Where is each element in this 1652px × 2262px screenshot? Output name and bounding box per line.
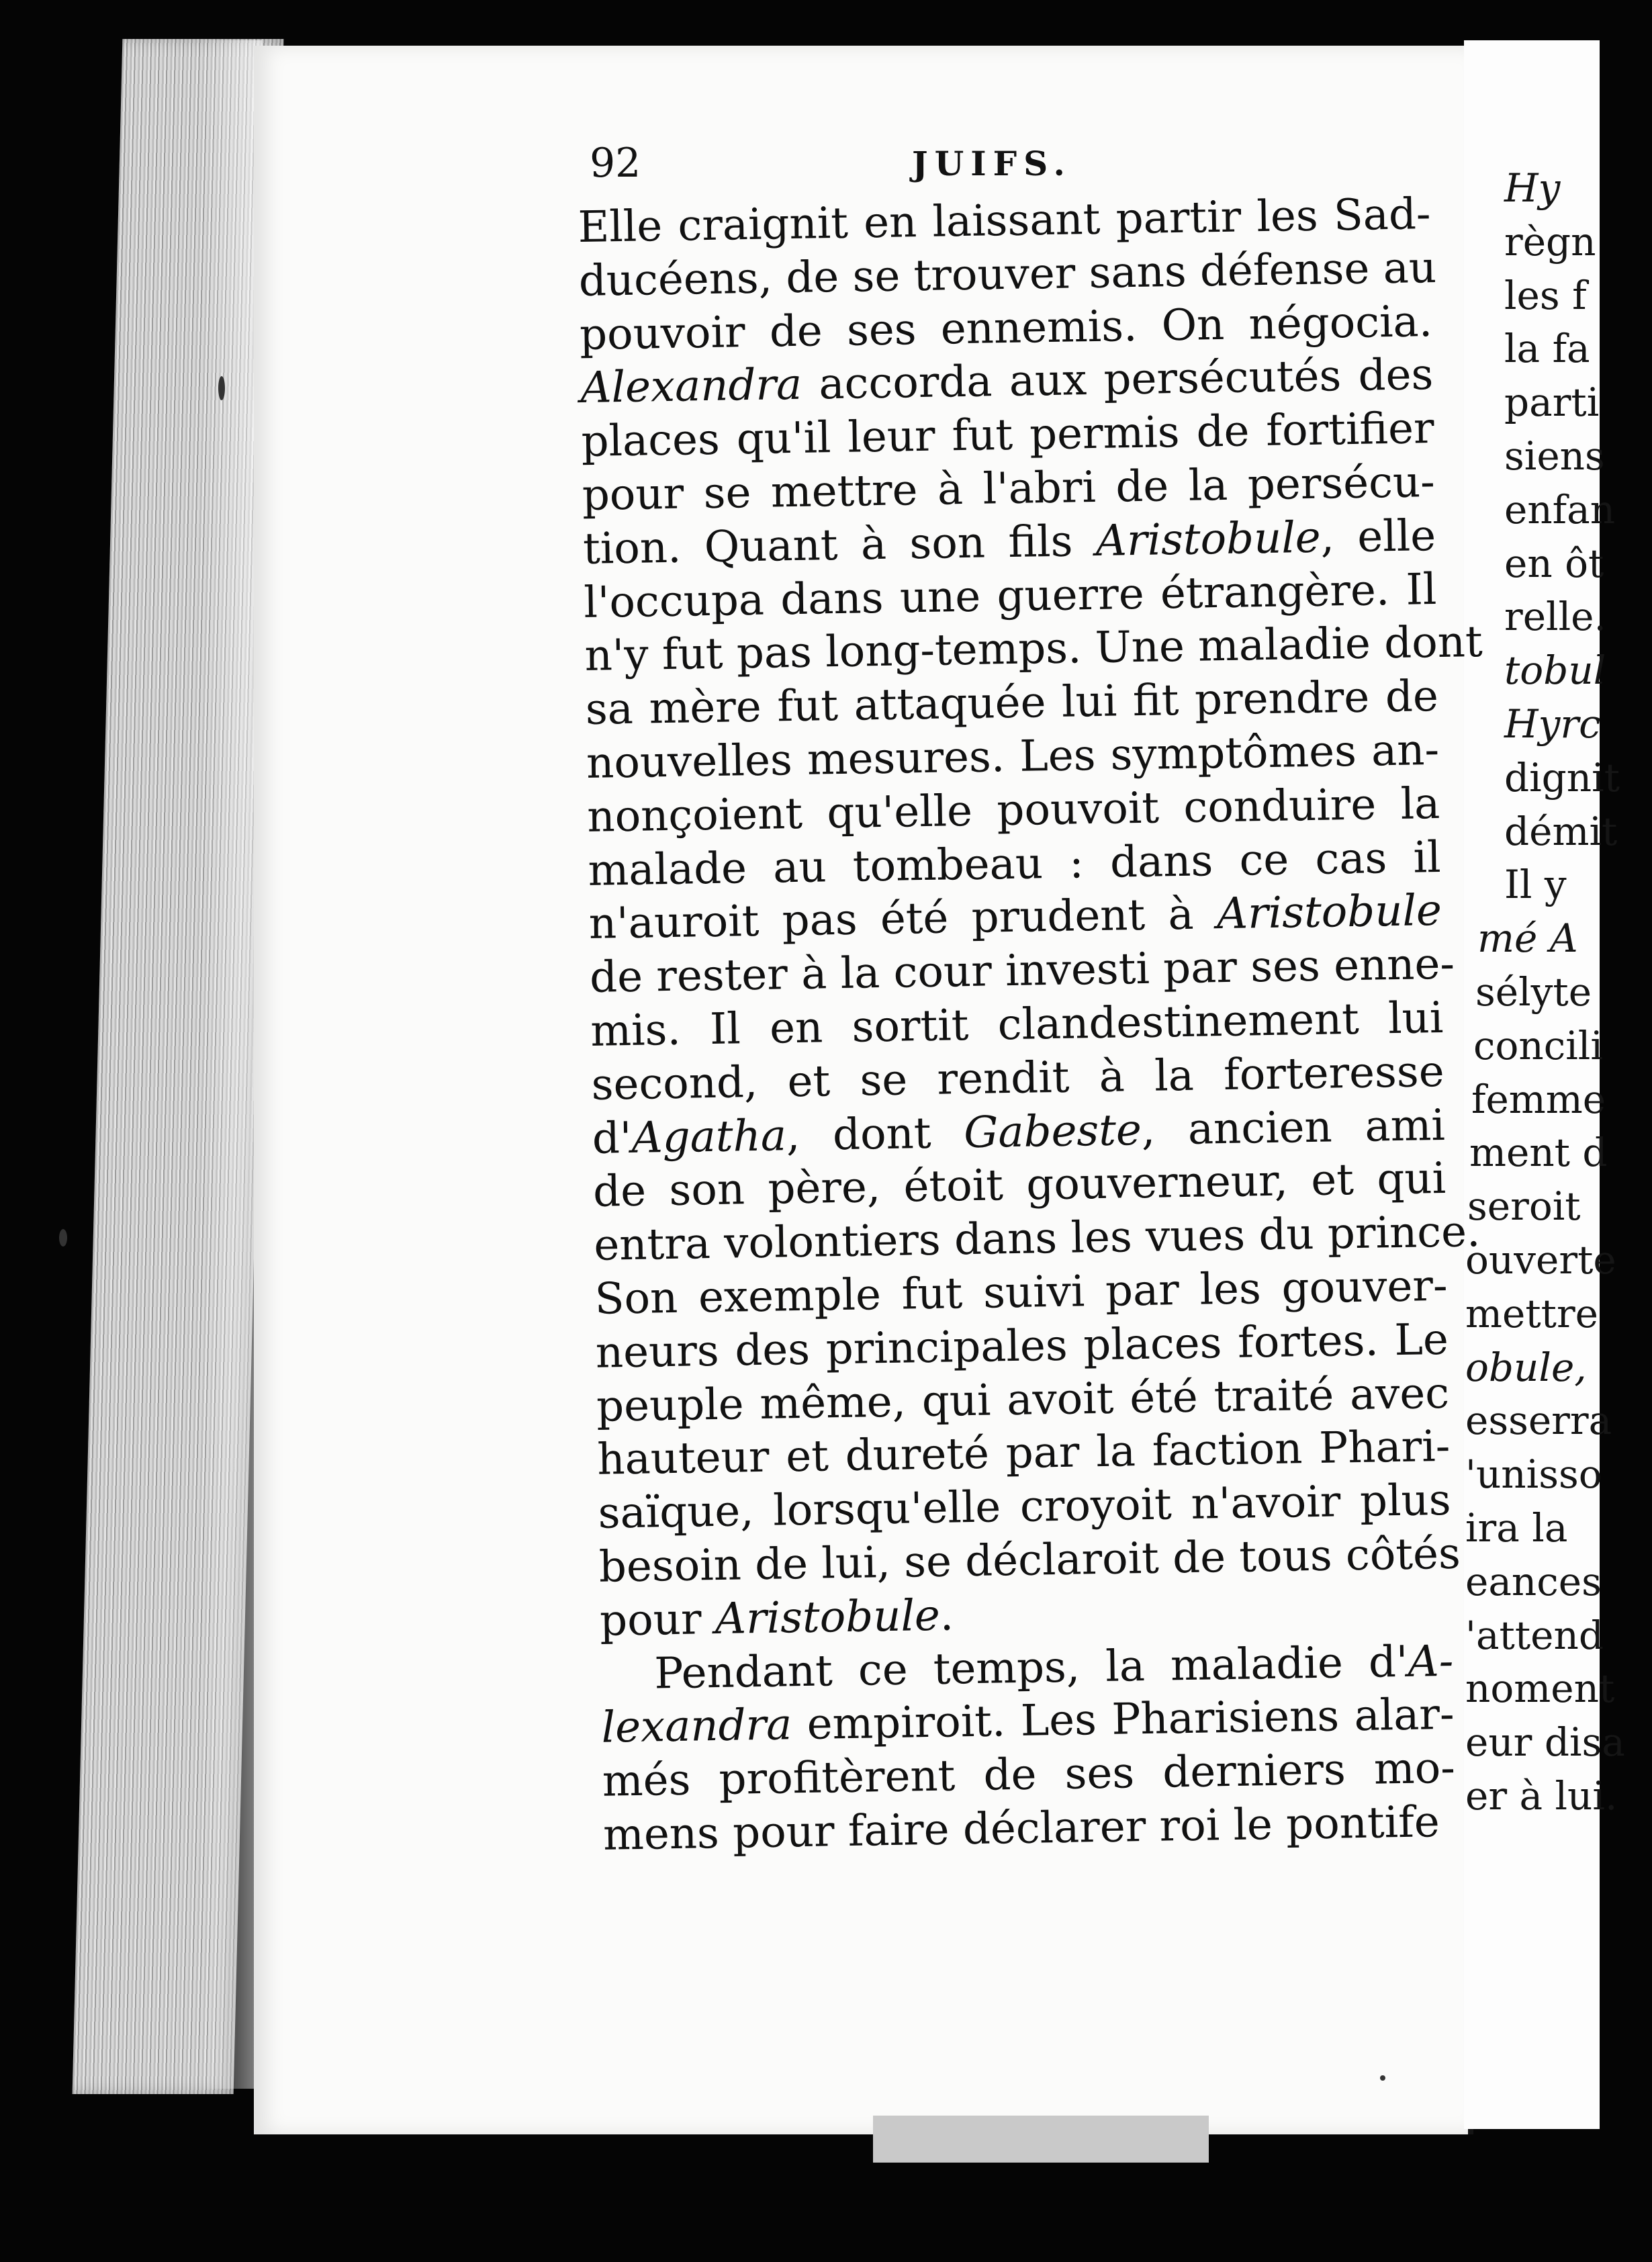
italic-name: Aristobule: [1216, 886, 1442, 940]
text-segment: , ancien ami: [1141, 1100, 1446, 1155]
italic-name: Aristobule: [1095, 512, 1322, 566]
facing-page-line: parti: [1504, 379, 1600, 426]
facing-page-line: Hyrc: [1504, 701, 1601, 747]
facing-page-line: ira la: [1465, 1505, 1568, 1551]
text-segment: besoin de lui, se déclaroit de tous côtés: [598, 1529, 1461, 1592]
facing-page-line: er à lui.: [1465, 1773, 1618, 1819]
facing-page: [1464, 40, 1625, 2129]
text-segment: saïque, lorsqu'elle croyoit n'avoir plus: [598, 1475, 1452, 1539]
text-segment: entra volontiers dans les vues du prince.: [593, 1207, 1481, 1271]
facing-page-line: eur disa: [1465, 1719, 1625, 1766]
facing-page-line: en ôt: [1504, 540, 1604, 586]
text-segment: Elle craignit en laissant partir les Sad-: [578, 189, 1432, 253]
facing-page-line: femme: [1471, 1076, 1606, 1122]
facing-page-line: sélyte: [1475, 969, 1592, 1015]
text-segment: nouvelles mesures. Les symptômes an-: [586, 725, 1440, 788]
facing-page-line: relle.: [1504, 594, 1606, 640]
text-segment: pour se mettre à l'abri de la persécu-: [582, 457, 1436, 521]
text-segment: ducéens, de se trouver sans défense au: [578, 242, 1437, 306]
text-segment: empiroit. Les Pharisiens alar-: [791, 1690, 1455, 1750]
facing-page-line: les f: [1504, 272, 1587, 318]
running-title: JUIFS.: [912, 144, 1072, 183]
facing-page-line: dignit: [1504, 754, 1620, 801]
facing-page-line: la fa: [1504, 326, 1590, 372]
facing-page-line: ment d: [1469, 1130, 1608, 1176]
facing-page-line: ouverte: [1465, 1237, 1616, 1283]
facing-page-line: siens: [1504, 433, 1605, 479]
facing-page-line: mé A: [1477, 915, 1578, 962]
text-segment: , dont: [786, 1107, 964, 1161]
text-segment: tion. Quant à son fils: [582, 516, 1097, 574]
text-segment: nonçoient qu'elle pouvoit conduire la: [586, 778, 1440, 842]
facing-page-line: mettre: [1465, 1290, 1598, 1337]
page-number: 92: [590, 140, 641, 187]
facing-page-line: Hy: [1504, 165, 1561, 211]
facing-page-line: seroit: [1467, 1183, 1581, 1230]
text-segment: mens pour faire déclarer roi le pontife: [602, 1797, 1440, 1860]
page-edges-highlight: [201, 40, 262, 2089]
italic-name: Agatha: [631, 1110, 787, 1163]
text-segment: malade au tombeau : dans ce cas il: [588, 832, 1442, 896]
facing-page-line: tobul: [1504, 647, 1606, 694]
facing-page-line: 'unisso: [1465, 1451, 1602, 1498]
text-segment: de son père, étoit gouverneur, et qui: [592, 1154, 1447, 1218]
italic-name: Gabeste: [963, 1105, 1142, 1158]
facing-page-line: obule,: [1465, 1344, 1587, 1390]
facing-page-line: démit: [1504, 808, 1618, 854]
text-segment: hauteur et dureté par la faction Phari-: [596, 1422, 1451, 1486]
text-segment: places qu'il leur fut permis de fortifier: [581, 404, 1435, 467]
text-segment: mis. Il en sortit clandestinement lui: [590, 993, 1444, 1056]
text-segment: peuple même, qui avoit été traité avec: [596, 1368, 1450, 1432]
text-segment: d': [592, 1113, 633, 1164]
facing-page-line: Il y: [1504, 862, 1567, 908]
text-segment: accorda aux persécutés des: [801, 350, 1434, 410]
facing-page-line: enfan: [1504, 486, 1616, 533]
italic-name: A-: [1407, 1636, 1454, 1687]
text-segment: pouvoir de ses ennemis. On négocia.: [579, 296, 1433, 360]
italic-name: Aristobule: [715, 1590, 941, 1644]
text-segment: de rester à la cour investi par ses enne-: [589, 939, 1455, 1003]
italic-name: lexandra: [601, 1700, 792, 1754]
facing-page-line: esserra: [1465, 1398, 1612, 1444]
facing-page-line: noment: [1465, 1666, 1615, 1712]
text-segment: sa mère fut attaquée lui fit prendre de: [585, 672, 1439, 735]
text-segment: n'auroit pas été prudent à: [588, 889, 1218, 950]
facing-page-line: 'attend: [1465, 1612, 1604, 1658]
page-shadow: [873, 2116, 1209, 2163]
facing-page-line: eances: [1465, 1558, 1602, 1604]
body-text: [578, 188, 1483, 1862]
text-segment: l'occupa dans une guerre étrangère. Il: [583, 564, 1437, 628]
text-segment: .: [939, 1590, 954, 1641]
text-segment: Pendant ce temps, la maladie d': [653, 1637, 1409, 1699]
scan-speck: [1380, 2075, 1385, 2081]
page-header: [590, 140, 1167, 193]
facing-page-line: concili: [1473, 1022, 1603, 1069]
text-segment: neurs des principales places fortes. Le: [595, 1314, 1449, 1378]
text-segment: second, et se rendit à la forteresse: [591, 1046, 1445, 1110]
text-segment: , elle: [1320, 510, 1436, 563]
scan-speck: [218, 376, 225, 400]
text-segment: pour: [599, 1594, 716, 1646]
text-segment: més profitèrent de ses derniers mo-: [602, 1743, 1456, 1807]
facing-page-line: règn: [1504, 218, 1596, 265]
italic-name: Alexandra: [580, 360, 802, 414]
text-segment: n'y fut pas long-temps. Une maladie dont: [584, 617, 1483, 682]
scan-speck: [59, 1229, 67, 1247]
text-segment: Son exemple fut suivi par les gouver-: [594, 1261, 1449, 1324]
